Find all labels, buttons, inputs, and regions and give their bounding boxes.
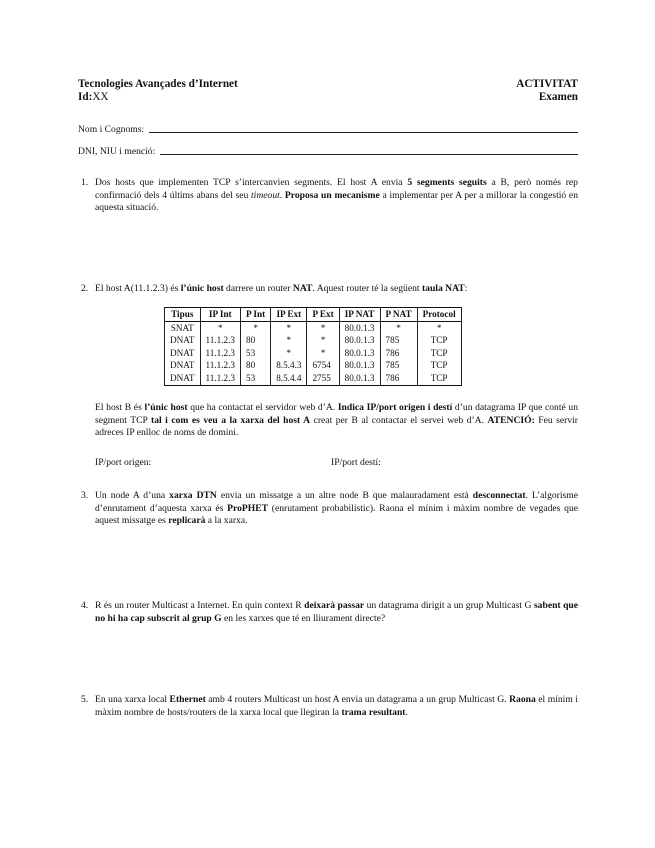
question-text: El host B és l’únic host que ha contactat el servidor web d’A. Indica IP/port origen i destí d’un datagrama IP que conté un segment TCP tal i com es veu a la xarxa del host A creat per B al contactar el servei web d’A. ATENCIÓ: Feu servir adreces IP enlloc de noms de domini. bbox=[95, 402, 578, 438]
nat-table bbox=[164, 307, 462, 386]
table-cell: 80 bbox=[241, 334, 271, 347]
col-header: IP Int bbox=[200, 308, 241, 322]
col-header: Protocol bbox=[417, 308, 461, 322]
table-cell: 80.0.1.3 bbox=[339, 334, 380, 347]
table-cell: 53 bbox=[241, 372, 271, 385]
table-cell: * bbox=[417, 321, 461, 334]
table-cell: 11.1.2.3 bbox=[200, 359, 241, 372]
question-number: 1. bbox=[81, 177, 89, 188]
table-cell: 80.0.1.3 bbox=[339, 359, 380, 372]
activity-label: ACTIVITAT bbox=[516, 78, 578, 90]
col-header: P Int bbox=[241, 308, 271, 322]
table-cell: 11.1.2.3 bbox=[200, 347, 241, 360]
question-4 bbox=[81, 600, 578, 625]
question-2-followup bbox=[81, 402, 578, 440]
question-number: 2. bbox=[81, 283, 89, 294]
exam-id bbox=[78, 91, 108, 104]
table-cell: TCP bbox=[417, 347, 461, 360]
name-line[interactable] bbox=[149, 131, 578, 133]
name-label: Nom i Cognoms: bbox=[78, 124, 145, 135]
col-header: P Ext bbox=[307, 308, 339, 322]
table-cell: TCP bbox=[417, 359, 461, 372]
question-number: 5. bbox=[81, 694, 89, 705]
table-cell: 785 bbox=[380, 359, 417, 372]
table-cell: TCP bbox=[417, 372, 461, 385]
question-text: El host A(11.1.2.3) és l’únic host darrere un router NAT. Aquest router té la següent taula NAT: bbox=[95, 283, 468, 294]
ip-port-origin-label: IP/port origen: bbox=[95, 457, 152, 468]
table-row bbox=[165, 359, 462, 372]
table-row bbox=[165, 334, 462, 347]
table-cell: * bbox=[271, 321, 307, 334]
col-header: P NAT bbox=[380, 308, 417, 322]
table-row bbox=[165, 347, 462, 360]
id-value: XX bbox=[92, 91, 109, 103]
question-text: Un node A d’una xarxa DTN envia un missatge a un altre node B que malauradament està desconnectat. L’algorisme d’enrutament d’aquesta xarxa és ProPHET (enrutament probabilístic). Raona el mínim i màxim nombre de vegades que aquest missatge es replicarà a la xarxa. bbox=[95, 490, 578, 526]
table-cell: DNAT bbox=[165, 334, 201, 347]
table-cell: * bbox=[271, 347, 307, 360]
table-cell: DNAT bbox=[165, 347, 201, 360]
table-cell: * bbox=[307, 347, 339, 360]
name-field[interactable] bbox=[78, 124, 578, 135]
table-cell: * bbox=[271, 334, 307, 347]
table-cell: 53 bbox=[241, 347, 271, 360]
table-cell: DNAT bbox=[165, 359, 201, 372]
table-cell: 80.0.1.3 bbox=[339, 347, 380, 360]
question-3 bbox=[81, 490, 578, 528]
table-cell: * bbox=[307, 334, 339, 347]
question-text: En una xarxa local Ethernet amb 4 routers Multicast un host A envia un datagrama a un grup Multicast G. Raona el mínim i màxim nombre de hosts/routers de la xarxa local que llegiran la trama resultant. bbox=[95, 694, 578, 718]
nat-table-container bbox=[164, 307, 462, 386]
table-cell: 80.0.1.3 bbox=[339, 321, 380, 334]
question-5 bbox=[81, 694, 578, 719]
table-cell: * bbox=[241, 321, 271, 334]
question-text: Dos hosts que implementen TCP s’intercanvien segments. El host A envia 5 segments seguits a B, però només rep confirmació dels 4 últims abans del seu timeout. Proposa un mecanisme a implementar per A per a millorar la congestió en aquesta situació. bbox=[95, 177, 578, 213]
table-cell: * bbox=[200, 321, 241, 334]
table-cell: * bbox=[380, 321, 417, 334]
table-cell: SNAT bbox=[165, 321, 201, 334]
col-header: IP Ext bbox=[271, 308, 307, 322]
table-cell: DNAT bbox=[165, 372, 201, 385]
question-text: R és un router Multicast a Internet. En quin context R deixarà passar un datagrama dirigit a un grup Multicast G sabent que no hi ha cap subscrit al grup G en les xarxes que té en lliurament directe? bbox=[95, 600, 579, 624]
table-cell: 80.0.1.3 bbox=[339, 372, 380, 385]
dni-label: DNI, NIU i menció: bbox=[78, 146, 156, 157]
table-cell: 11.1.2.3 bbox=[200, 334, 241, 347]
table-row bbox=[165, 321, 462, 334]
question-number: 4. bbox=[81, 600, 89, 611]
table-cell: TCP bbox=[417, 334, 461, 347]
table-cell: 11.1.2.3 bbox=[200, 372, 241, 385]
table-cell: 786 bbox=[380, 372, 417, 385]
col-header: IP NAT bbox=[339, 308, 380, 322]
question-1 bbox=[81, 177, 578, 215]
table-row bbox=[165, 372, 462, 385]
dni-field[interactable] bbox=[78, 146, 578, 157]
question-number: 3. bbox=[81, 490, 89, 501]
table-cell: 80 bbox=[241, 359, 271, 372]
id-label: Id: bbox=[78, 91, 93, 103]
table-cell: * bbox=[307, 321, 339, 334]
table-cell: 8.5.4.4 bbox=[271, 372, 307, 385]
table-cell: 786 bbox=[380, 347, 417, 360]
course-title: Tecnologies Avançades d’Internet bbox=[78, 78, 238, 90]
table-cell: 6754 bbox=[307, 359, 339, 372]
table-cell: 8.5.4.3 bbox=[271, 359, 307, 372]
table-cell: 785 bbox=[380, 334, 417, 347]
ip-port-dest-label: IP/port destí: bbox=[331, 457, 381, 468]
dni-line[interactable] bbox=[160, 153, 578, 155]
nat-table-header bbox=[165, 308, 462, 322]
col-header: Tipus bbox=[165, 308, 201, 322]
exam-type: Examen bbox=[538, 91, 578, 103]
table-cell: 2755 bbox=[307, 372, 339, 385]
question-2 bbox=[81, 283, 578, 296]
